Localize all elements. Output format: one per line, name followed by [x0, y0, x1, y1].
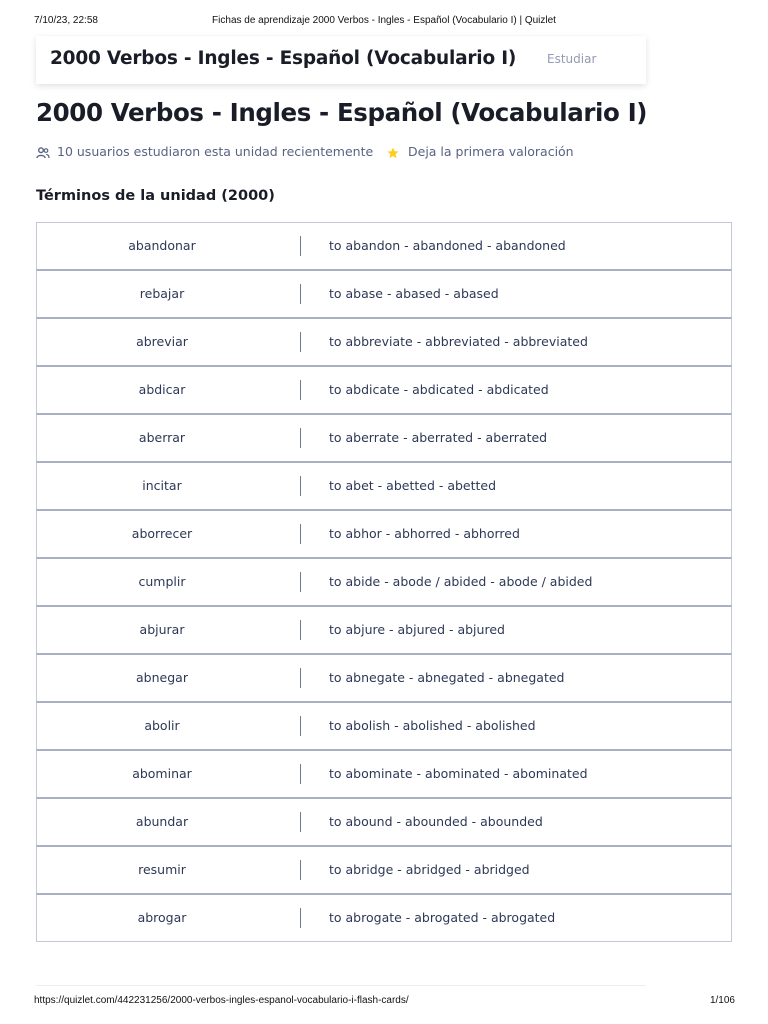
- term-definition: to abridge - abridged - abridged: [329, 862, 530, 877]
- term-definition: to abide - abode / abided - abode / abided: [329, 574, 593, 589]
- term-word: cumplir: [138, 574, 186, 589]
- term-word: abandonar: [128, 238, 196, 253]
- term-definition: to abnegate - abnegated - abnegated: [329, 670, 565, 685]
- term-row[interactable]: [36, 463, 732, 511]
- print-url: https://quizlet.com/442231256/2000-verbos-ingles-espanol-vocabulario-i-flash-cards/: [34, 995, 409, 1006]
- term-definition: to abet - abetted - abetted: [329, 478, 497, 493]
- term-word: abundar: [135, 814, 189, 829]
- term-word: abjurar: [139, 622, 185, 637]
- term-separator: [300, 860, 301, 880]
- term-word: aberrar: [138, 430, 186, 445]
- term-definition: to abdicate - abdicated - abdicated: [329, 382, 549, 397]
- term-row[interactable]: [36, 751, 732, 799]
- print-header: [0, 15, 768, 29]
- term-word: aborrecer: [131, 526, 193, 541]
- term-definition: to abandon - abandoned - abandoned: [329, 238, 566, 253]
- term-separator: [300, 332, 301, 352]
- term-row[interactable]: [36, 655, 732, 703]
- term-word: rebajar: [139, 286, 185, 301]
- term-row[interactable]: [36, 799, 732, 847]
- term-separator: [300, 620, 301, 640]
- recent-users-text: 10 usuarios estudiaron esta unidad recientemente: [57, 144, 374, 159]
- term-definition: to aberrate - aberrated - aberrated: [329, 430, 548, 445]
- term-definition: to abominate - abominated - abominated: [329, 766, 588, 781]
- term-row[interactable]: [36, 367, 732, 415]
- term-definition: to abjure - abjured - abjured: [329, 622, 505, 637]
- study-button[interactable]: Estudiar: [547, 52, 597, 66]
- term-word: abolir: [144, 718, 180, 733]
- term-row[interactable]: [36, 847, 732, 895]
- term-row[interactable]: [36, 559, 732, 607]
- term-row[interactable]: [36, 511, 732, 559]
- term-row[interactable]: [36, 607, 732, 655]
- set-header-title: 2000 Verbos - Ingles - Español (Vocabulario I): [50, 48, 517, 69]
- term-separator: [300, 668, 301, 688]
- term-definition: to abase - abased - abased: [329, 286, 499, 301]
- term-definition: to abolish - abolished - abolished: [329, 718, 536, 733]
- terms-table: [36, 222, 732, 942]
- divider: [36, 985, 646, 986]
- term-separator: [300, 764, 301, 784]
- term-row[interactable]: [36, 319, 732, 367]
- term-word: resumir: [138, 862, 186, 877]
- term-separator: [300, 524, 301, 544]
- set-header-card: [36, 36, 646, 84]
- term-word: abrogar: [137, 910, 187, 925]
- page-title: 2000 Verbos - Ingles - Español (Vocabulario I): [36, 98, 648, 127]
- term-separator: [300, 428, 301, 448]
- print-document-title: Fichas de aprendizaje 2000 Verbos - Ingles - Español (Vocabulario I) | Quizlet: [212, 15, 556, 26]
- star-icon[interactable]: [386, 146, 400, 160]
- term-separator: [300, 476, 301, 496]
- users-icon: [36, 147, 50, 159]
- term-word: abominar: [132, 766, 192, 781]
- term-separator: [300, 236, 301, 256]
- term-row[interactable]: [36, 415, 732, 463]
- term-row[interactable]: [36, 271, 732, 319]
- term-definition: to abbreviate - abbreviated - abbreviated: [329, 334, 588, 349]
- term-definition: to abrogate - abrogated - abrogated: [329, 910, 556, 925]
- term-definition: to abhor - abhorred - abhorred: [329, 526, 520, 541]
- print-date: 7/10/23, 22:58: [34, 15, 98, 26]
- term-separator: [300, 812, 301, 832]
- term-separator: [300, 284, 301, 304]
- term-definition: to abound - abounded - abounded: [329, 814, 543, 829]
- term-word: abdicar: [138, 382, 186, 397]
- term-row[interactable]: [36, 703, 732, 751]
- print-page-number: 1/106: [709, 995, 735, 1006]
- term-separator: [300, 716, 301, 736]
- term-row[interactable]: [36, 895, 732, 942]
- first-rating-link[interactable]: Deja la primera valoración: [408, 144, 574, 159]
- term-word: abnegar: [136, 670, 188, 685]
- term-separator: [300, 380, 301, 400]
- term-separator: [300, 908, 301, 928]
- terms-section-title: Términos de la unidad (2000): [36, 188, 275, 204]
- term-row[interactable]: [36, 222, 732, 271]
- term-word: incitar: [142, 478, 182, 493]
- term-word: abreviar: [136, 334, 188, 349]
- term-separator: [300, 572, 301, 592]
